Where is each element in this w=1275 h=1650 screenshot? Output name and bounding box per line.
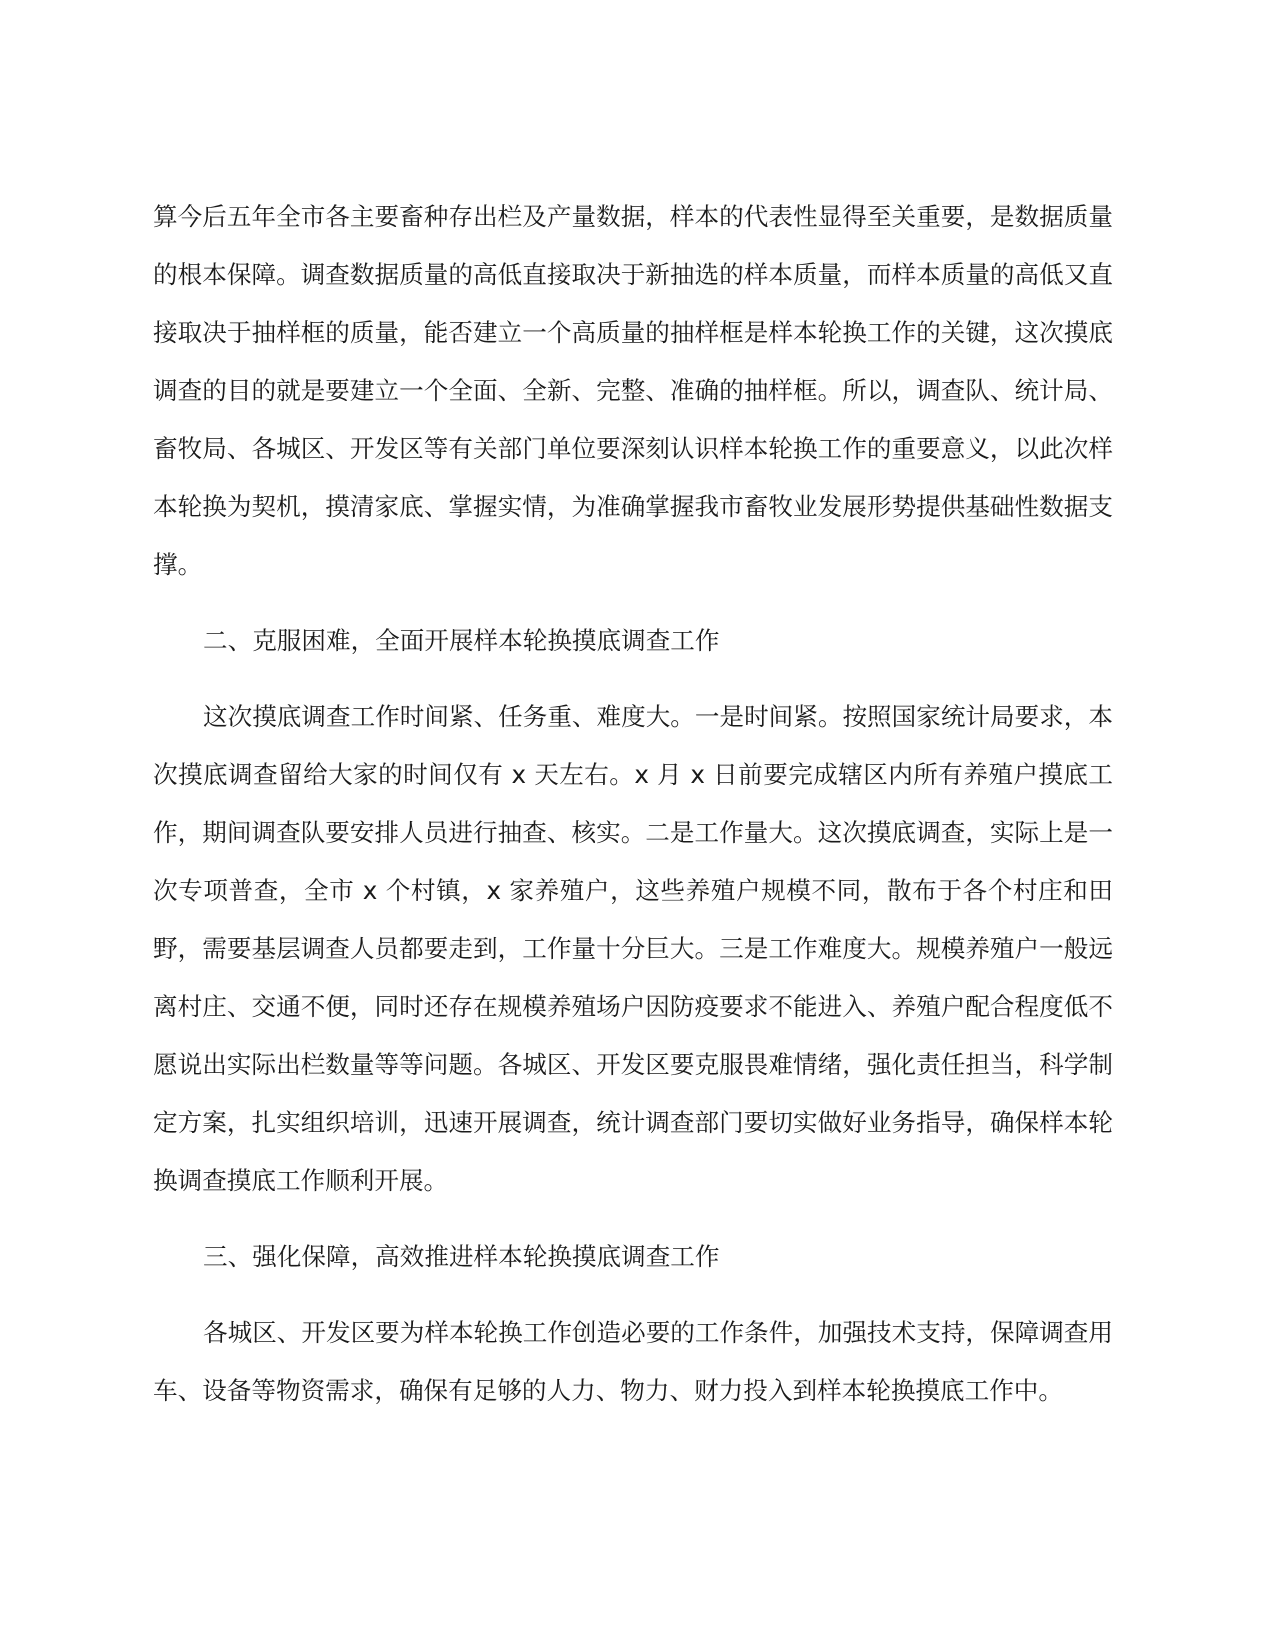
section-heading-2: 二、克服困难，全面开展样本轮换摸底调查工作 (203, 626, 720, 655)
paragraph-sample-importance: 算今后五年全市各主要畜种存出栏及产量数据，样本的代表性显得至关重要，是数据质量的根本保障。调查数据质量的高低直接取决于新抽选的样本质量，而样本质量的高低又直接取决于抽样框的质量，能否建立一个高质量的抽样框是样本轮换工作的关键，这次摸底调查的目的就是要建立一个全面、全新、完整、准确的抽样框。所以，调查队、统计局、畜牧局、各城区、开发区等有关部门单位要深刻认识样本轮换工作的重要意义，以此次样本轮换为契机，摸清家底、掌握实情，为准确掌握我市畜牧业发展形势提供基础性数据支撑。 (153, 202, 1113, 579)
paragraph-difficulties: 这次摸底调查工作时间紧、任务重、难度大。一是时间紧。按照国家统计局要求，本次摸底调查留给大家的时间仅有 x 天左右。x 月 x 日前要完成辖区内所有养殖户摸底工作，期间调查队要安排人员进行抽查、核实。二是工作量大。这次摸底调查，实际上是一次专项普查，全市 x 个村镇，x 家养殖户，这些养殖户规模不同，散布于各个村庄和田野，需要基层调查人员都要走到，工作量十分巨大。三是工作难度大。规模养殖户一般远离村庄、交通不便，同时还存在规模养殖场户因防疫要求不能进入、养殖户配合程度低不愿说出实际出栏数量等等问题。各城区、开发区要克服畏难情绪，强化责任担当，科学制定方案，扎实组织培训，迅速开展调查，统计调查部门要切实做好业务指导，确保样本轮换调查摸底工作顺利开展。 (153, 702, 1113, 1195)
paragraph-support: 各城区、开发区要为样本轮换工作创造必要的工作条件，加强技术支持，保障调查用车、设备等物资需求，确保有足够的人力、物力、财力投入到样本轮换摸底工作中。 (153, 1318, 1113, 1405)
section-heading-3: 三、强化保障，高效推进样本轮换摸底调查工作 (203, 1242, 720, 1271)
document-body (153, 188, 1113, 1420)
